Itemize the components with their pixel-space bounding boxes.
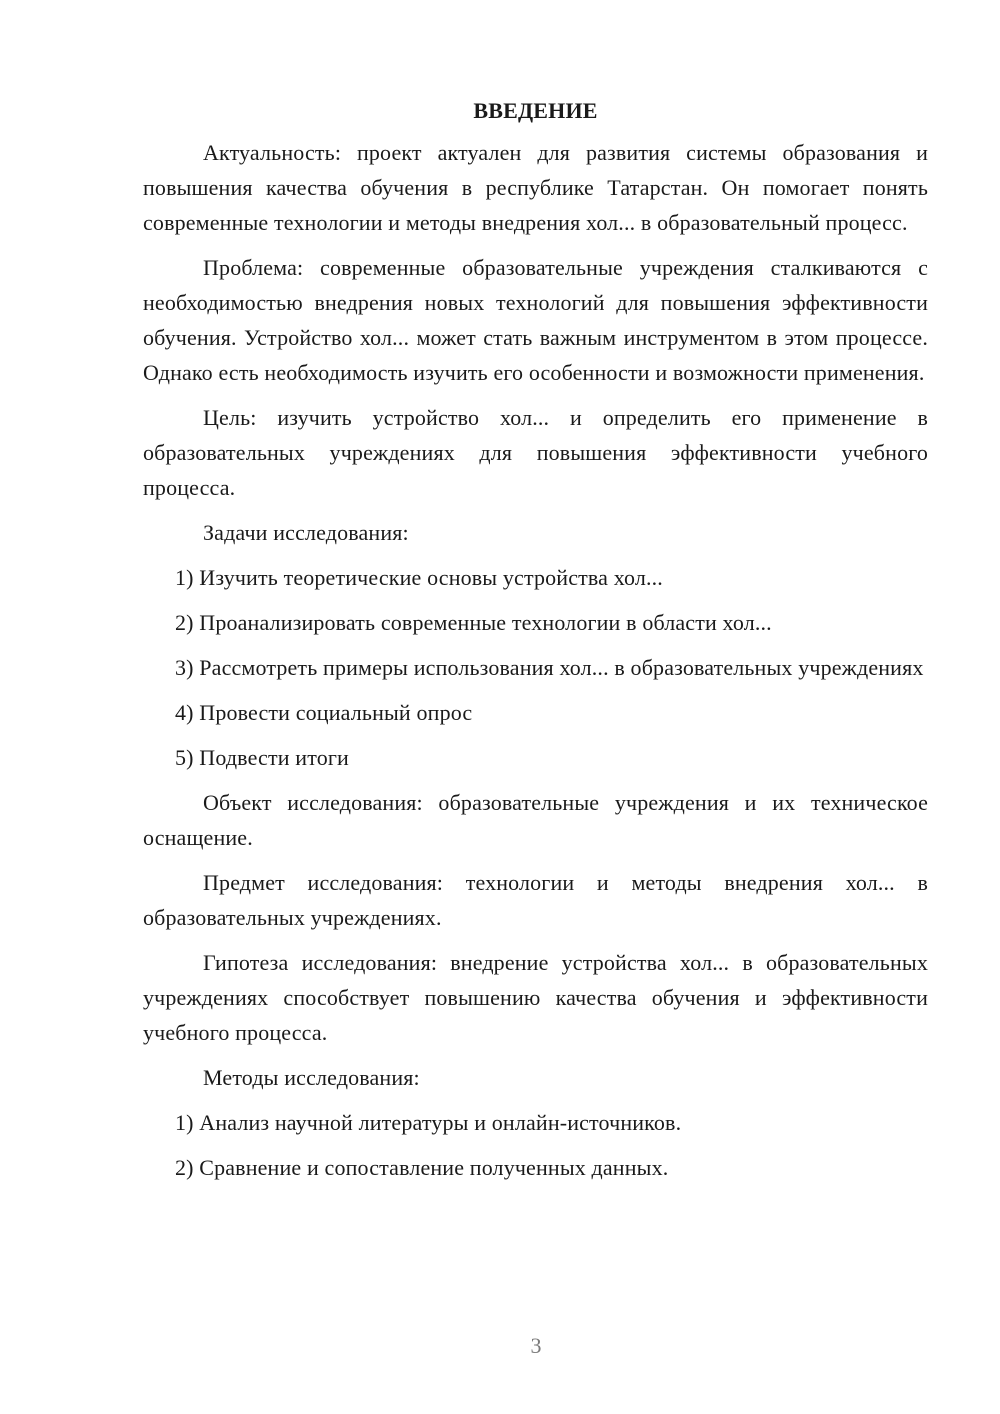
method-item-1: 1) Анализ научной литературы и онлайн-источников. bbox=[175, 1110, 682, 1135]
hypothesis-paragraph: Гипотеза исследования: внедрение устройства хол... в образовательных учреждениях способствует повышению качества обучения и эффективности учебного процесса. bbox=[143, 950, 928, 1045]
problem-paragraph: Проблема: современные образовательные учреждения сталкиваются с необходимостью внедрения новых технологий для повышения эффективности обучения. Устройство хол... может стать важным инструментом в этом процессе. Однако есть необходимость изучить его особенности и возможности применения. bbox=[143, 255, 928, 385]
task-item-3: 3) Рассмотреть примеры использования хол... в образовательных учреждениях bbox=[175, 655, 924, 680]
tasks-heading: Задачи исследования: bbox=[203, 520, 409, 545]
section-title: ВВЕДЕНИЕ bbox=[473, 98, 598, 123]
relevance-paragraph: Актуальность: проект актуален для развития системы образования и повышения качества обучения в республике Татарстан. Он помогает понять современные технологии и методы внедрения хол... в образовательный процесс. bbox=[143, 140, 928, 235]
object-paragraph: Объект исследования: образовательные учреждения и их техническое оснащение. bbox=[143, 790, 928, 850]
task-item-5: 5) Подвести итоги bbox=[175, 745, 349, 770]
methods-heading: Методы исследования: bbox=[203, 1065, 420, 1090]
subject-paragraph: Предмет исследования: технологии и методы внедрения хол... в образовательных учреждениях. bbox=[143, 870, 928, 930]
task-item-1: 1) Изучить теоретические основы устройства хол... bbox=[175, 565, 663, 590]
goal-paragraph: Цель: изучить устройство хол... и определить его применение в образовательных учреждениях для повышения эффективности учебного процесса. bbox=[143, 405, 928, 500]
document-page bbox=[143, 96, 928, 1195]
task-item-4: 4) Провести социальный опрос bbox=[175, 700, 473, 725]
method-item-2: 2) Сравнение и сопоставление полученных данных. bbox=[175, 1155, 669, 1180]
page-number: 3 bbox=[530, 1333, 542, 1358]
task-item-2: 2) Проанализировать современные технологии в области хол... bbox=[175, 610, 772, 635]
